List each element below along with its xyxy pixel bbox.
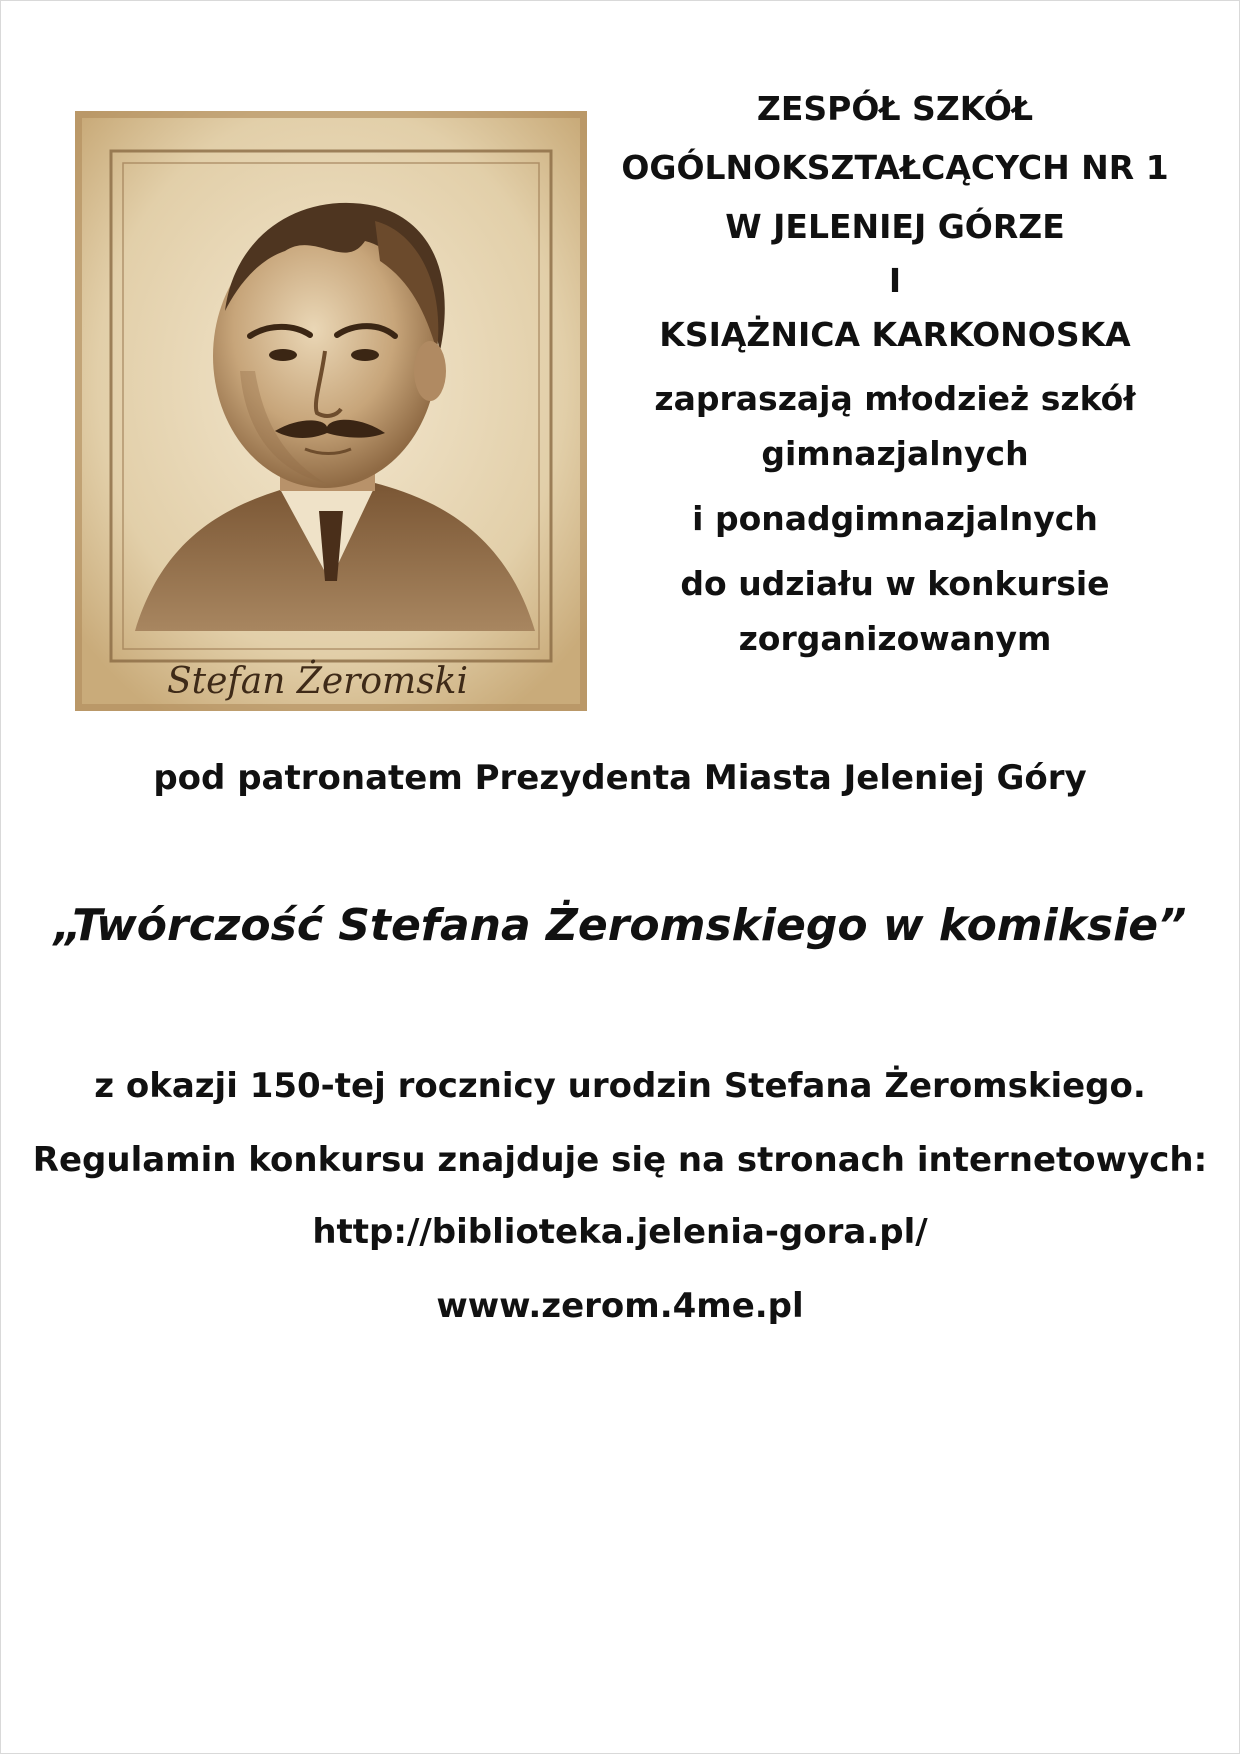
rules-text: Regulamin konkursu znajduje się na stronach internetowych: xyxy=(32,1140,1208,1180)
zerom-link[interactable]: www.zerom.4me.pl xyxy=(436,1286,804,1326)
header-line-school-type: OGÓLNOKSZTAŁCĄCYCH NR 1 xyxy=(621,148,1169,187)
header-line-city: W JELENIEJ GÓRZE xyxy=(725,207,1065,246)
header-line-school-group: ZESPÓŁ SZKÓŁ xyxy=(756,89,1034,128)
portrait-image xyxy=(75,111,587,711)
header-line-invite: zapraszają młodzież szkół xyxy=(654,379,1136,418)
occasion-text: z okazji 150-tej rocznicy urodzin Stefana Żeromskiego. xyxy=(94,1066,1146,1106)
header-line-participation: do udziału w konkursie xyxy=(680,564,1110,603)
header-line-and: I xyxy=(888,261,902,300)
header-line-gymnasium: gimnazjalnych xyxy=(761,434,1029,473)
contest-title: „Twórczość Stefana Żeromskiego w komiksie” xyxy=(53,900,1187,951)
header-line-upper-secondary: i ponadgimnazjalnych xyxy=(692,499,1098,538)
patronage-text: pod patronatem Prezydenta Miasta Jeleniej Góry xyxy=(153,758,1087,798)
header-line-organized: zorganizowanym xyxy=(738,619,1052,658)
portrait-signature: Stefan Żeromski xyxy=(167,661,468,702)
library-link[interactable]: http://biblioteka.jelenia-gora.pl/ xyxy=(312,1212,928,1252)
header-line-library: KSIĄŻNICA KARKONOSKA xyxy=(659,315,1131,354)
